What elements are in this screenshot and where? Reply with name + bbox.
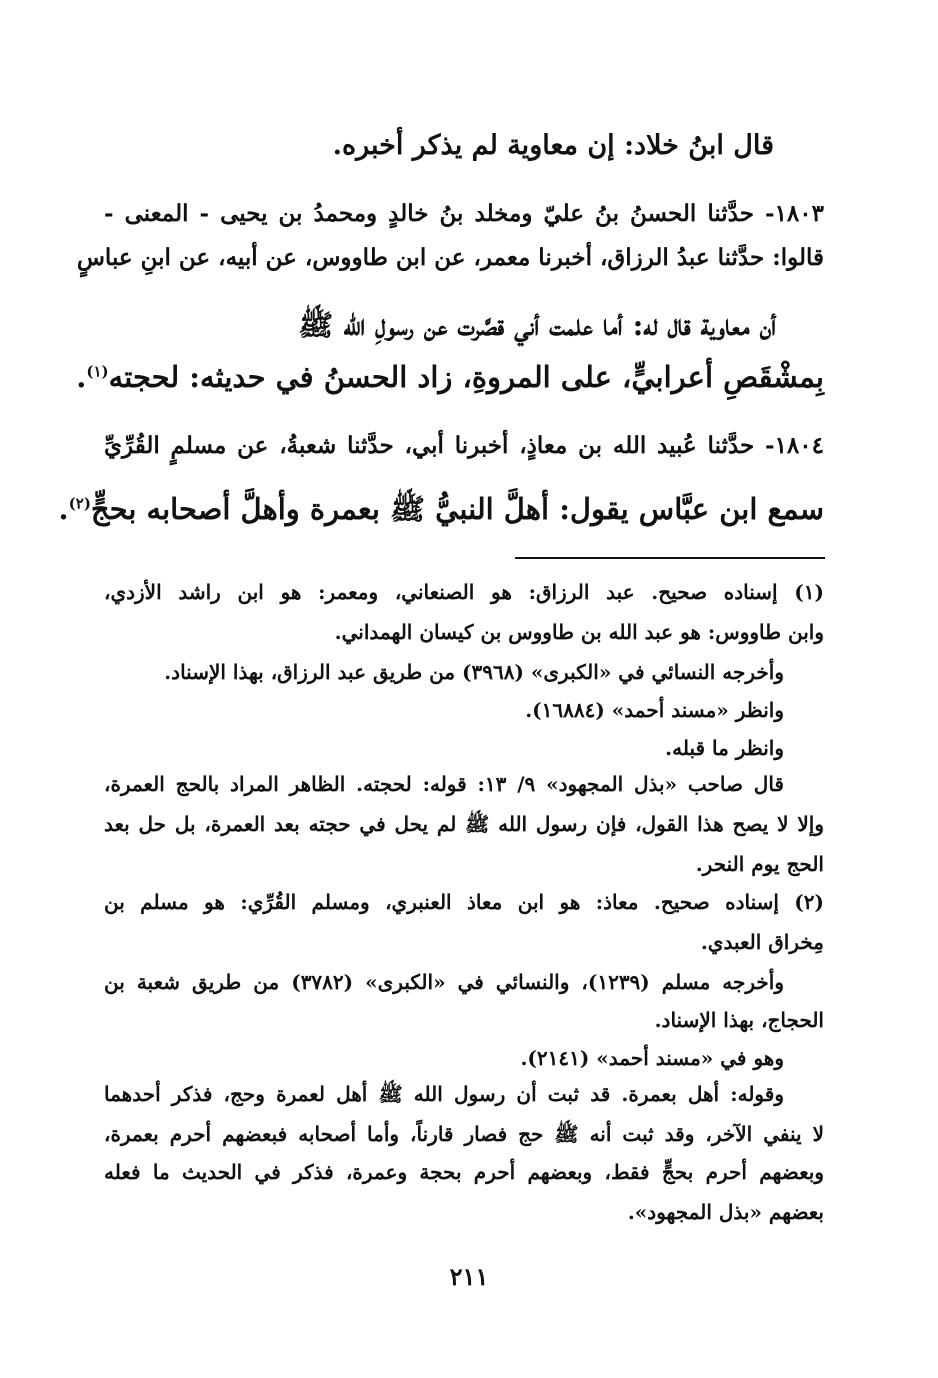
footnote-divider bbox=[515, 557, 825, 559]
footnote-line: بعضهم «بذل المجهود». bbox=[627, 1200, 824, 1224]
period: . bbox=[76, 360, 87, 394]
page-number: ٢١١ bbox=[449, 1262, 489, 1291]
main-line: ١٨٠٣- حدَّثنا الحسنُ بنُ عليّ ومخلد بنُ خالدٍ ومحمدُ بن يحيى - المعنى - bbox=[104, 200, 824, 227]
footnote-line: وأخرجه النسائي في «الكبرى» (٣٩٦٨) من طريق عبد الرزاق، بهذا الإسناد. bbox=[164, 660, 784, 684]
main-line bbox=[76, 360, 824, 394]
footnote-line: وابن طاووس: هو عبد الله بن طاووس بن كيسان الهمداني. bbox=[334, 620, 824, 644]
footnote-line: وإلا لا يصح هذا القول، فإن رسول الله ﷺ لم يحل في حجته بعد العمرة، بل حل بعد bbox=[104, 812, 824, 836]
footnote-line: وانظر «مسند أحمد» (١٦٨٨٤). bbox=[525, 698, 784, 722]
main-line: قالوا: حدَّثنا عبدُ الرزاق، أخبرنا معمر، عن ابن طاووس، عن أبيه، عن ابنِ عباسٍ bbox=[76, 244, 824, 271]
footnote-line: وانظر ما قبله. bbox=[665, 736, 784, 760]
footnote-ref-1: (١) bbox=[86, 362, 109, 381]
footnote-line: لا ينفي الآخر، وقد ثبت أنه ﷺ حج فصار قارناً، وأما أصحابه فبعضهم أحرم بعمرة، bbox=[104, 1122, 824, 1146]
footnote-line: مِخراق العبدي. bbox=[700, 930, 824, 954]
footnote-line: الحجاج، بهذا الإسناد. bbox=[654, 1008, 824, 1032]
footnote-line: (٢) إسناده صحيح. معاذ: هو ابن معاذ العنبري، ومسلم القُرِّي: هو مسلم بن bbox=[104, 890, 824, 914]
footnote-line: وبعضهم أحرم بحجٍّ فقط، وبعضهم أحرم بحجة وعمرة، فذكر في الحديث ما فعله bbox=[104, 1160, 824, 1184]
footnote-line: قال صاحب «بذل المجهود» ٩/ ١٣: قوله: لحجته. الظاهر المراد بالحج العمرة، bbox=[104, 772, 784, 796]
main-line bbox=[58, 492, 824, 534]
main-line: أن معاوية قال له: أما علمت أني قصَّرت عن رسولِ الله ﷺ bbox=[298, 308, 776, 342]
footnote-line: وأخرجه مسلم (١٢٣٩)، والنسائي في «الكبرى» (٣٧٨٢) من طريق شعبة بن bbox=[104, 970, 785, 994]
footnote-line: (١) إسناده صحيح. عبد الرزاق: هو الصنعاني، ومعمر: هو ابن راشد الأزدي، bbox=[104, 580, 824, 604]
main-line: ١٨٠٤- حدَّثنا عُبيد الله بن معاذٍ، أخبرنا أبي، حدَّثنا شعبةُ، عن مسلمٍ القُرِّيِّ bbox=[104, 432, 824, 459]
footnote-line: الحج يوم النحر. bbox=[695, 852, 824, 876]
footnote-line: وقوله: أهل بعمرة. قد ثبت أن رسول الله ﷺ أهل لعمرة وحج، فذكر أحدهما bbox=[104, 1082, 784, 1106]
main-line-text: بِمشْقَصِ أعرابيٍّ، على المروةِ، زاد الحسنُ في حديثه: لحجته bbox=[108, 360, 824, 394]
main-line-text: سمع ابن عبَّاس يقول: أهلَّ النبيُّ ﷺ بعمرة وأهلَّ أصحابه بحجٍّ bbox=[90, 492, 824, 526]
footnote-ref-2: (٢) bbox=[68, 494, 91, 513]
main-line: قال ابنُ خلاد: إن معاوية لم يذكر أخبره. bbox=[332, 130, 774, 161]
period: . bbox=[58, 492, 69, 526]
footnote-line: وهو في «مسند أحمد» (٢١٤١). bbox=[520, 1046, 784, 1070]
